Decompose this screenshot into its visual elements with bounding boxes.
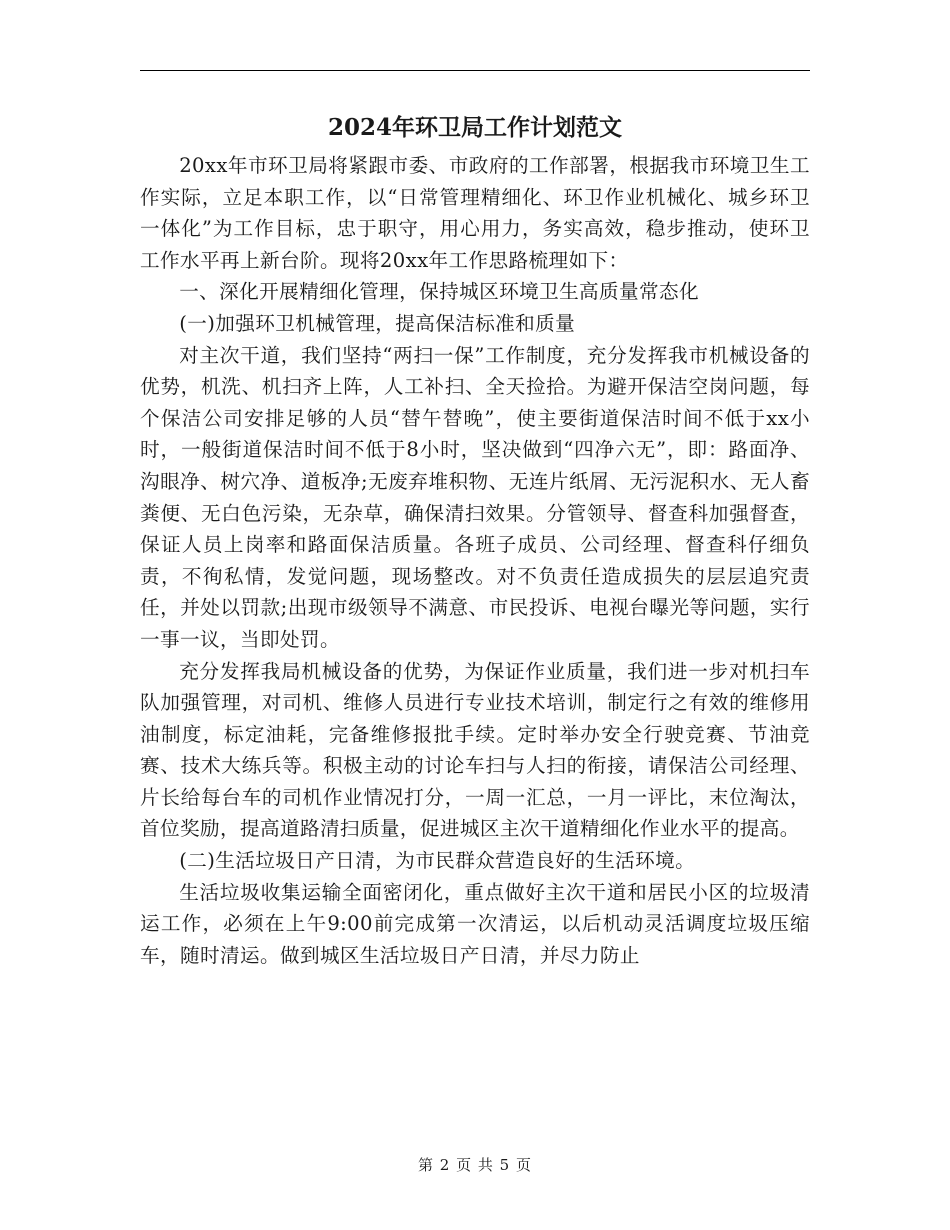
subsection-heading-1: (一)加强环卫机械管理，提高保洁标准和质量: [179, 311, 576, 335]
body-paragraph-machinery: 充分发挥我局机械设备的优势，为保证作业质量，我们进一步对机扫车队加强管理，对司机、维修人员进行专业技术培训，制定行之有效的维修用油制度，标定油耗，完备维修报批手续。定时举办安全行驶竞赛、节油竞赛、技术大练兵等。积极主动的讨论车扫与人扫的衔接，请保洁公司经理、片长给每台车的司机作业情况打分，一周一汇总，一月一评比，末位淘汰，首位奖励，提高道路清扫质量，促进城区主次干道精细化作业水平的提高。: [140, 659, 810, 841]
body-paragraph-garbage: 生活垃圾收集运输全面密闭化，重点做好主次干道和居民小区的垃圾清运工作，必须在上午9:00前完成第一次清运，以后机动灵活调度垃圾压缩车，随时清运。做到城区生活垃圾日产日清，并尽力防止: [140, 880, 810, 967]
body-paragraph-main-roads: 对主次干道，我们坚持“两扫一保”工作制度，充分发挥我市机械设备的优势，机洗、机扫齐上阵，人工补扫、全天捡拾。为避开保洁空岗问题，每个保洁公司安排足够的人员“替午替晚”，使主要街道保洁时间不低于xx小时，一般街道保洁时间不低于8小时，坚决做到“四净六无”，即：路面净、沟眼净、树穴净、道板净;无废弃堆积物、无连片纸屑、无污泥积水、无人畜粪便、无白色污染，无杂草，确保清扫效果。分管领导、督查科加强督查，保证人员上岗率和路面保洁质量。各班子成员、公司经理、督查科仔细负责，不徇私情，发觉问题，现场整改。对不负责任造成损失的层层追究责任，并处以罚款;出现市级领导不满意、市民投诉、电视台曝光等问题，实行一事一议，当即处罚。: [140, 343, 810, 651]
page-number: 第 2 页 共 5 页: [418, 1156, 532, 1174]
section-heading-1: 一、深化开展精细化管理，保持城区环境卫生高质量常态化: [179, 280, 700, 304]
subsection-heading-2: (二)生活垃圾日产日清，为市民群众营造良好的生活环境。: [179, 849, 696, 873]
document-title: 2024年环卫局工作计划范文: [327, 114, 622, 141]
document-body: [140, 150, 810, 971]
intro-paragraph: 20xx年市环卫局将紧跟市委、市政府的工作部署，根据我市环境卫生工作实际，立足本职工作，以“日常管理精细化、环卫作业机械化、城乡环卫一体化”为工作目标，忠于职守，用心用力，务实高效，稳步推动，使环卫工作水平再上新台阶。现将20xx年工作思路梳理如下：: [140, 154, 810, 272]
header-rule: [140, 70, 810, 71]
